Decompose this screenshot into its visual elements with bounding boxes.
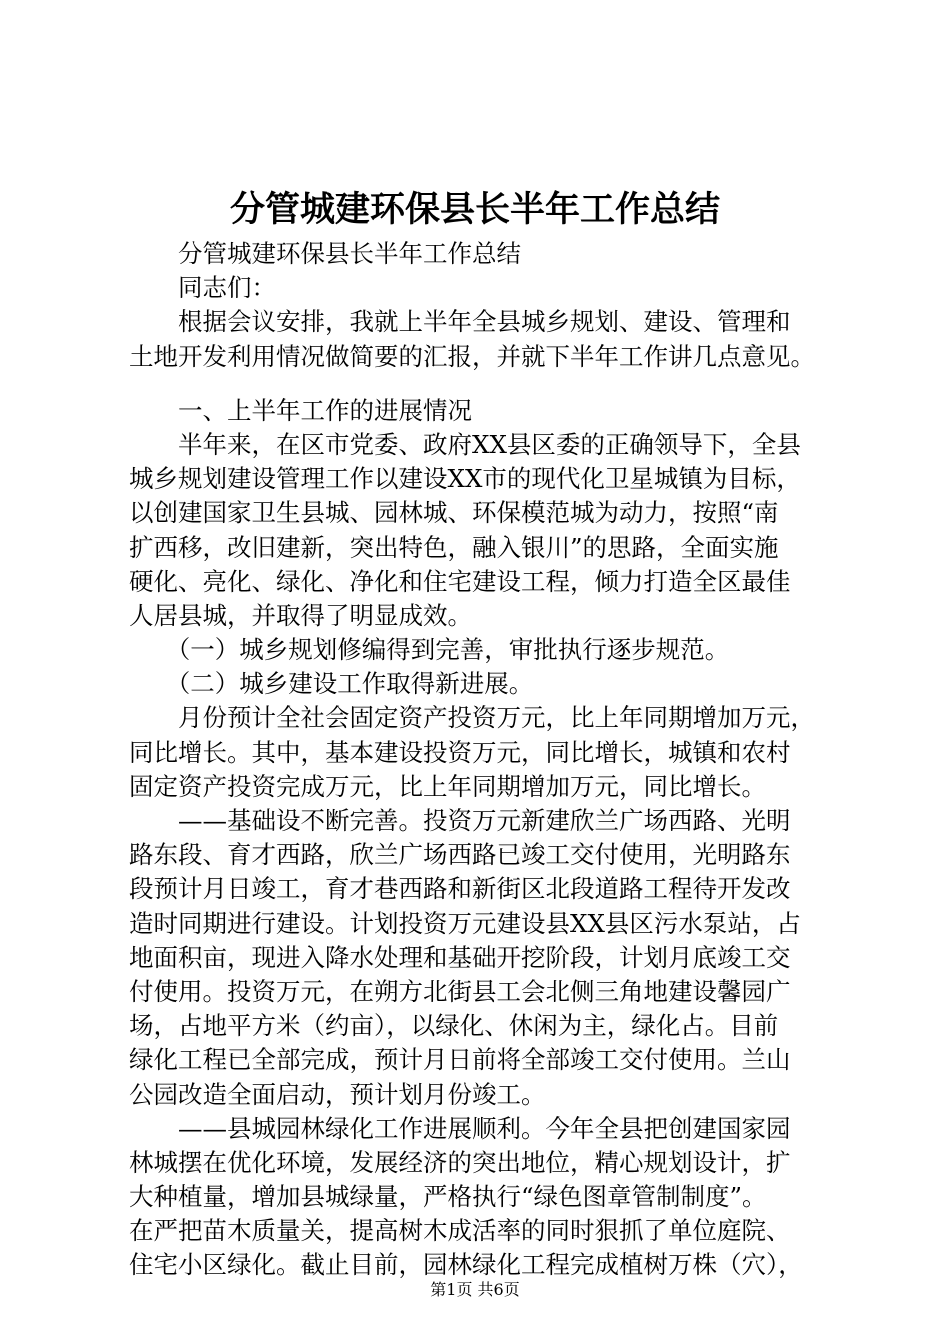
page-footer: 第1页 共6页 (430, 1280, 520, 1299)
text-line: 以创建国家卫生县城、园林城、环保模范城为动力，按照“南 (129, 498, 779, 528)
text-line: 林城摆在优化环境，发展经济的突出地位，精心规划设计，扩 (129, 1147, 791, 1177)
text-line: 城乡规划建设管理工作以建设XX市的现代化卫星城镇为目标， (129, 464, 801, 494)
paragraph-spacer (129, 374, 835, 394)
text-line: 住宅小区绿化。截止目前，园林绿化工程完成植树万株（穴）， (129, 1250, 803, 1280)
text-line: 扩西移，改旧建新，突出特色，融入银川”的思路，全面实施 (129, 532, 779, 562)
text-line: 土地开发利用情况做简要的汇报，并就下半年工作讲几点意见。 (129, 341, 815, 371)
text-line: 人居县城，并取得了明显成效。 (129, 600, 472, 630)
text-line: 同志们： (129, 273, 276, 303)
text-line: ——基础设不断完善。投资万元新建欣兰广场西路、光明 (129, 806, 791, 835)
text-line: 半年来，在区市党委、政府XX县区委的正确领导下，全县 (129, 429, 801, 459)
text-line: （二）城乡建设工作取得新进展。 (129, 669, 534, 699)
text-line: 公园改造全面启动，预计划月份竣工。 (129, 1079, 546, 1109)
text-line: 一、上半年工作的进展情况 (129, 395, 472, 425)
text-line: 月份预计全社会固定资产投资万元，比上年同期增加万元， (129, 703, 815, 733)
text-line: 在严把苗木质量关，提高树木成活率的同时狠抓了单位庭院、 (129, 1216, 791, 1246)
text-line: 根据会议安排，我就上半年全县城乡规划、建设、管理和 (129, 307, 791, 337)
text-line: 付使用。投资万元，在朔方北街县工会北侧三角地建设馨园广 (129, 976, 791, 1006)
text-line: 同比增长。其中，基本建设投资万元，同比增长，城镇和农村 (129, 737, 791, 767)
text-line: 路东段、育才西路，欣兰广场西路已竣工交付使用，光明路东 (129, 840, 791, 870)
text-line: 场，占地平方米（约亩），以绿化、休闲为主，绿化占。目前 (129, 1011, 779, 1041)
text-line: 固定资产投资完成万元，比上年同期增加万元，同比增长。 (129, 771, 766, 801)
text-line: （一）城乡规划修编得到完善，审批执行逐步规范。 (129, 635, 730, 665)
document-title: 分管城建环保县长半年工作总结 (229, 189, 720, 230)
text-line: 地面积亩，现进入降水处理和基础开挖阶段，计划月底竣工交 (129, 942, 791, 972)
text-line: 硬化、亮化、绿化、净化和住宅建设工程，倾力打造全区最佳 (129, 566, 791, 596)
text-line: 分管城建环保县长半年工作总结 (129, 239, 521, 268)
text-line: 绿化工程已全部完成，预计月日前将全部竣工交付使用。兰山 (129, 1045, 791, 1075)
text-line: 造时同期进行建设。计划投资万元建设县XX县区污水泵站，占 (129, 908, 801, 938)
document-body (129, 237, 835, 1283)
text-line: ——县城园林绿化工作进展顺利。今年全县把创建国家园 (129, 1113, 791, 1143)
text-line: 大种植量，增加县城绿量，严格执行“绿色图章管制制度”。 (129, 1182, 767, 1212)
text-line: 段预计月日竣工，育才巷西路和新街区北段道路工程待开发改 (129, 874, 791, 904)
